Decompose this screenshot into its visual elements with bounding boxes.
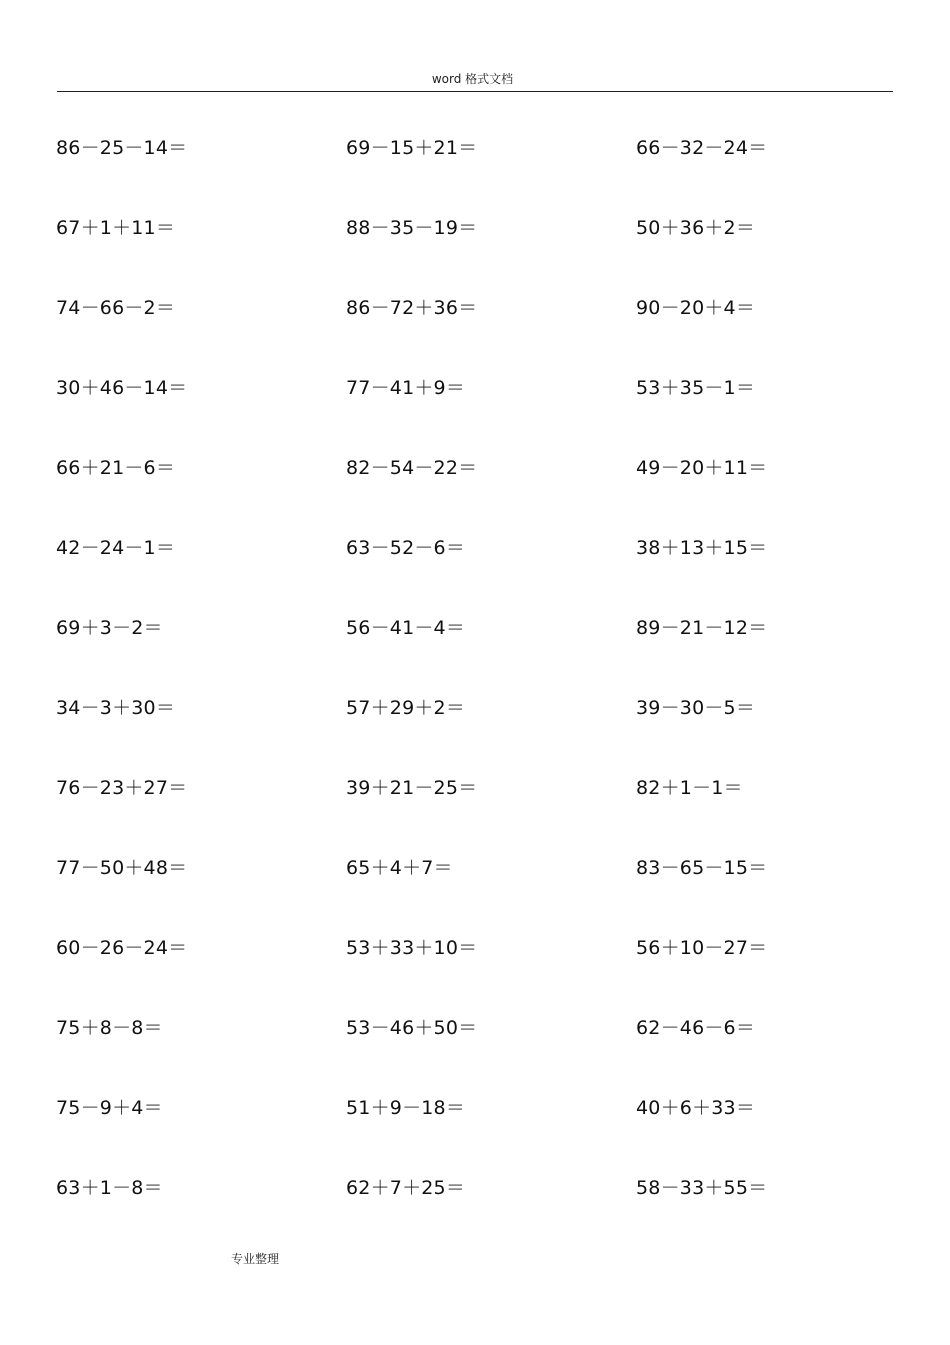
problem-14: 82－54－22＝ — [346, 457, 478, 479]
problem-17: 63－52－6＝ — [346, 537, 466, 559]
problem-19: 69＋3－2＝ — [56, 617, 163, 639]
problem-41: 62＋7＋25＝ — [346, 1177, 466, 1199]
problem-7: 74－66－2＝ — [56, 297, 176, 319]
header-divider — [57, 91, 893, 92]
problem-6: 50＋36＋2＝ — [636, 217, 756, 239]
problem-34: 75＋8－8＝ — [56, 1017, 163, 1039]
problem-21: 89－21－12＝ — [636, 617, 768, 639]
problem-38: 51＋9－18＝ — [346, 1097, 466, 1119]
problem-1: 86－25－14＝ — [56, 137, 188, 159]
problem-23: 57＋29＋2＝ — [346, 697, 466, 719]
problem-10: 30＋46－14＝ — [56, 377, 188, 399]
problem-8: 86－72＋36＝ — [346, 297, 478, 319]
problem-42: 58－33＋55＝ — [636, 1177, 768, 1199]
problem-29: 65＋4＋7＝ — [346, 857, 453, 879]
page-header: word 格式文档 — [431, 72, 514, 86]
problem-24: 39－30－5＝ — [636, 697, 756, 719]
problem-33: 56＋10－27＝ — [636, 937, 768, 959]
problem-28: 77－50＋48＝ — [56, 857, 188, 879]
page-footer: 专业整理 — [231, 1252, 280, 1266]
problem-26: 39＋21－25＝ — [346, 777, 478, 799]
problem-5: 88－35－19＝ — [346, 217, 478, 239]
problem-grid — [56, 128, 926, 1248]
problem-30: 83－65－15＝ — [636, 857, 768, 879]
problem-37: 75－9＋4＝ — [56, 1097, 163, 1119]
problem-36: 62－46－6＝ — [636, 1017, 756, 1039]
problem-13: 66＋21－6＝ — [56, 457, 176, 479]
problem-18: 38＋13＋15＝ — [636, 537, 768, 559]
problem-40: 63＋1－8＝ — [56, 1177, 163, 1199]
problem-35: 53－46＋50＝ — [346, 1017, 478, 1039]
problem-2: 69－15＋21＝ — [346, 137, 478, 159]
problem-3: 66－32－24＝ — [636, 137, 768, 159]
problem-4: 67＋1＋11＝ — [56, 217, 176, 239]
problem-15: 49－20＋11＝ — [636, 457, 768, 479]
problem-32: 53＋33＋10＝ — [346, 937, 478, 959]
problem-11: 77－41＋9＝ — [346, 377, 466, 399]
problem-31: 60－26－24＝ — [56, 937, 188, 959]
problem-22: 34－3＋30＝ — [56, 697, 176, 719]
problem-16: 42－24－1＝ — [56, 537, 176, 559]
problem-27: 82＋1－1＝ — [636, 777, 743, 799]
problem-20: 56－41－4＝ — [346, 617, 466, 639]
problem-39: 40＋6＋33＝ — [636, 1097, 756, 1119]
problem-12: 53＋35－1＝ — [636, 377, 756, 399]
problem-25: 76－23＋27＝ — [56, 777, 188, 799]
problem-9: 90－20＋4＝ — [636, 297, 756, 319]
